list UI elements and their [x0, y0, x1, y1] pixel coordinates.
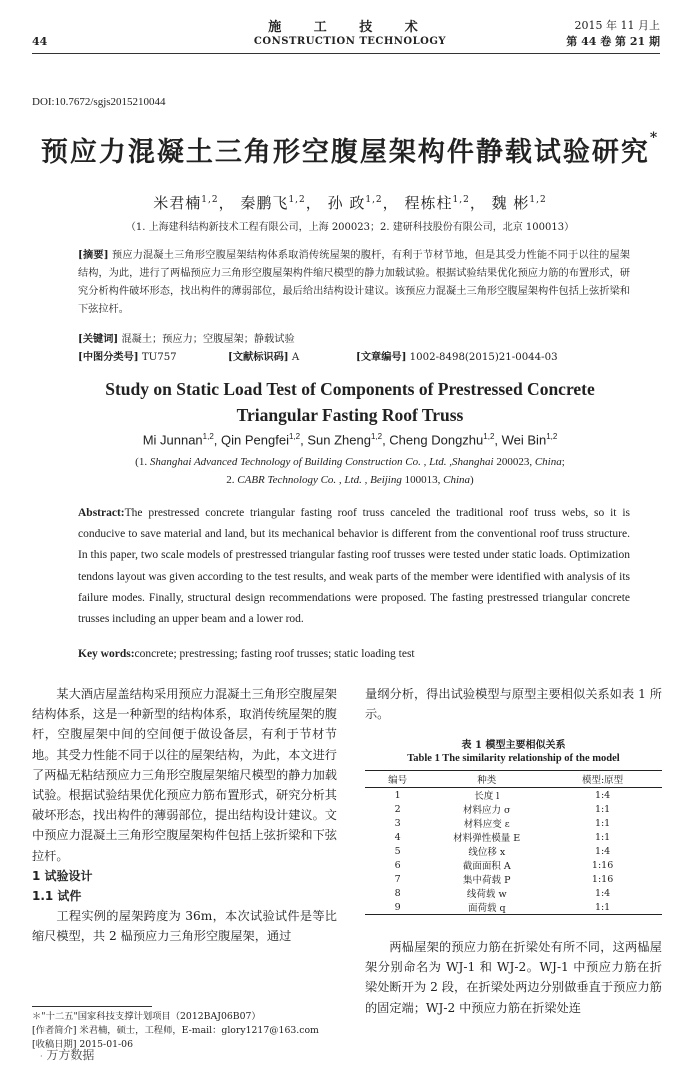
- page-number: 44: [32, 35, 48, 48]
- clc-value: TU757: [141, 352, 177, 363]
- table-cell: 1:16: [591, 873, 614, 885]
- author-affil-mark: 1,2: [288, 432, 301, 441]
- author-cn: 米君楠: [153, 194, 202, 212]
- footer-dot: ·: [40, 1052, 43, 1061]
- table-cell: 7: [394, 873, 401, 885]
- table-row: [365, 886, 662, 900]
- abstract-en-label: Abstract:: [78, 507, 125, 519]
- table-caption-en: Table 1 The similarity relationship of the model: [407, 753, 620, 764]
- abstract-cn-text: 预应力混凝土三角形空腹屋架结构体系取消传统屋架的腹杆，有利于节材节地，但是其受力性能不同于以往的屋架结构，为此，进行了两榀预应力三角形空腹屋架构件缩尺模型的静力加载试验。根据试验结果优化预应力筋的布置形式，研究分析构件破坏形态，找出构件的薄弱部位，最后给出结构设计建议。该预应力混凝土三角形空腹屋架构件包括上弦折梁和下弦拉杆。: [78, 250, 630, 315]
- author-sep: ,: [382, 432, 390, 448]
- table-cell: 1:1: [594, 817, 611, 829]
- author-cn: 孙 政: [327, 194, 366, 212]
- table-cell: 集中荷载 P: [463, 875, 511, 886]
- abstract-en-text: The prestressed concrete triangular fasting roof truss canceled the traditional roof truss webs, so it is conducive to save material and land, but its mechanical behavior is different from the conventional roof truss structure. In this paper, two scale models of prestressed triangular fasting roof trusses were tested under static loads. Optimization tendons layout was given according to the test results, and weak parts of the member were identified with analysis of its failure modes. Finally, structural design recommendations were proposed. The fasting prestressed triangular concrete trusses including an upper beam and a lower rod.: [78, 507, 630, 626]
- table-row: [365, 872, 662, 886]
- body-right-top: [365, 684, 662, 724]
- footnote-rule: [32, 1006, 152, 1007]
- similarity-table: [365, 770, 662, 915]
- author-sep: ,: [213, 432, 222, 448]
- affil-text: China: [534, 456, 562, 468]
- title-en-line: Triangular Fasting Roof Truss: [236, 405, 464, 425]
- abstract-cn: [78, 246, 630, 319]
- body-paragraph: 某大酒店屋盖结构采用预应力混凝土三角形空腹屋架结构体系，这是一种新型的结构体系，取消传统屋架的腹杆，空腹屋架中间的空间便于做设备层，有利于节材节地。其受力性能不同于以往的屋架结构，为此，本文进行了两榀无粘结预应力三角形空腹屋架缩尺模型的静力加载试验。根据试验结果优化预应力筋布置形式，研究分析其破坏形态，找出构件的薄弱部位，提出结构设计建议。文中预应力混凝土三角形空腹屋架构件包括上弦折梁和下弦拉杆。: [32, 687, 337, 863]
- affil-text: 100013,: [401, 474, 444, 486]
- doi: DOI:10.7672/sgjs2015210044: [32, 96, 166, 108]
- author-en: Qin Pengfei: [221, 432, 289, 448]
- author-affil-mark: 1,2: [365, 195, 383, 205]
- table-cell: 4: [394, 831, 401, 843]
- footnote-received: [收稿日期] 2015-01-06: [32, 1039, 133, 1050]
- table-caption-cn: 表 1 模型主要相似关系: [461, 740, 566, 751]
- doc-value: A: [291, 352, 300, 363]
- table-cell: 1:4: [594, 789, 611, 801]
- table-cell: 线位移 x: [468, 847, 506, 858]
- article-label: [文章编号]: [356, 351, 407, 363]
- table-cell: 1:16: [591, 859, 614, 871]
- title-cn: [0, 130, 700, 169]
- affil-text: ): [470, 474, 474, 486]
- table-cell: 1:1: [594, 803, 611, 815]
- authors-en: [0, 432, 700, 447]
- body-paragraph: 工程实例的屋架跨度为 36m，本次试验试件是等比缩尺模型，共 2 榀预应力三角形空腹屋架，通过: [32, 909, 337, 944]
- affil-text: China: [443, 474, 471, 486]
- author-sep: ，: [305, 194, 322, 212]
- table-cell: 1: [394, 789, 401, 801]
- table-row: [365, 830, 662, 844]
- table-cell: 5: [394, 845, 401, 857]
- issue-volume: 第 44 卷 第 21 期: [566, 35, 660, 48]
- author-sep: ，: [218, 194, 235, 212]
- journal-name-en: CONSTRUCTION TECHNOLOGY: [253, 36, 447, 47]
- author-affil-mark: 1,2: [202, 432, 214, 441]
- affiliation-en-1: [0, 456, 700, 468]
- doc-code: [228, 348, 299, 363]
- author-sep: ，: [469, 194, 486, 212]
- affil-text: CABR Technology Co. , Ltd. , Beijing: [237, 474, 402, 486]
- table-cell: 2: [394, 803, 401, 815]
- table-row: [365, 816, 662, 830]
- issue-info: [566, 18, 660, 50]
- affil-text: Shanghai Advanced Technology of Building Construction Co. , Ltd. ,Shanghai: [149, 456, 494, 468]
- table-row: [365, 844, 662, 858]
- table-header-cell: 编号: [365, 771, 430, 788]
- author-en: Mi Junnan: [142, 432, 203, 448]
- table-cell: 8: [394, 887, 401, 899]
- table-cell: 线荷载 w: [466, 889, 507, 900]
- authors-cn: [0, 192, 700, 213]
- author-affil-mark: 1,2: [370, 432, 383, 441]
- affiliation-en-2: [0, 474, 700, 486]
- table-row: [365, 900, 662, 915]
- author-affil-mark: 1,2: [288, 195, 306, 205]
- affiliation-cn: （1. 上海建科结构新技术工程有限公司，上海 200023；2. 建研科技股份有限公司，北京 100013）: [125, 222, 575, 233]
- affil-text: 200023,: [493, 456, 535, 468]
- footnote-author: [作者简介] 米君楠，硕士，工程师，E-mail：glory1217@163.com: [32, 1025, 319, 1036]
- table-row: [365, 788, 662, 803]
- article-code: [356, 348, 558, 363]
- abstract-en: [78, 503, 630, 630]
- table-cell: 1:4: [594, 845, 611, 857]
- title-en: [0, 376, 700, 428]
- author-affil-mark: 1,2: [483, 432, 495, 441]
- author-cn: 魏 彬: [491, 194, 530, 212]
- author-affil-mark: 1,2: [546, 432, 558, 441]
- table-cell: 1:1: [594, 831, 611, 843]
- table-header-cell: 种类: [430, 771, 543, 788]
- table-header-cell: 模型:原型: [543, 771, 662, 788]
- author-affil-mark: 1,2: [452, 195, 470, 205]
- author-affil-mark: 1,2: [201, 195, 219, 205]
- affil-text: ;: [561, 456, 565, 468]
- table-cell: 材料弹性模量 E: [453, 833, 521, 844]
- keywords-en: [78, 648, 638, 660]
- author-affil-mark: 1,2: [529, 195, 547, 205]
- table-cell: 9: [365, 900, 430, 915]
- table-cell: 3: [394, 817, 401, 829]
- table-cell: 1:1: [543, 900, 662, 915]
- keywords-cn-text: 混凝土；预应力；空腹屋架；静载试验: [121, 334, 295, 345]
- title-footnote-mark: *: [649, 130, 660, 146]
- header-rule: [32, 53, 660, 54]
- body-left-column: [32, 684, 337, 947]
- table-cell: 6: [394, 859, 401, 871]
- author-en: Wei Bin: [501, 432, 547, 448]
- footnote-funding: ＊"十二五"国家科技支撑计划项目（2012BAJ06B07）: [32, 1011, 261, 1022]
- body-paragraph: 量纲分析，得出试验模型与原型主要相似关系如表 1 所示。: [365, 687, 662, 722]
- body-paragraph: 两榀屋架的预应力筋在折梁处有所不同，这两榀屋架分别命名为 WJ-1 和 WJ-2。WJ-1 中预应力筋在折梁处断开为 2 段，在折梁处两边分别做垂直于预应力筋的固定端；WJ-2 中预应力筋在折梁处连: [365, 940, 662, 1015]
- article-value: 1002-8498(2015)21-0044-03: [409, 352, 558, 363]
- body-right-bottom: [365, 937, 662, 1018]
- table-cell: 截面面积 A: [462, 861, 511, 872]
- issue-date: 2015 年 11 月上: [574, 19, 660, 32]
- author-en: Sun Zheng: [307, 432, 371, 448]
- affil-text: (1.: [135, 456, 150, 468]
- table-header-row: [365, 771, 662, 788]
- author-sep: ，: [382, 194, 399, 212]
- affil-text: 2.: [226, 474, 238, 486]
- title-en-line: Study on Static Load Test of Components of Prestressed Concrete: [105, 379, 595, 399]
- title-cn-text: 预应力混凝土三角形空腹屋架构件静载试验研究: [40, 137, 650, 168]
- keywords-cn-label: [关键词]: [78, 333, 119, 345]
- table-cell: 长度 l: [474, 791, 500, 802]
- table-cell: 材料应力 σ: [463, 805, 511, 816]
- keywords-en-text: concrete; prestressing; fasting roof trusses; static loading test: [134, 648, 415, 660]
- table-row: [365, 802, 662, 816]
- section-heading: 1 试验设计: [32, 868, 93, 883]
- clc-code: [78, 348, 177, 363]
- footer-brand: 万方数据: [46, 1048, 95, 1062]
- watermark-footer: [40, 1046, 94, 1063]
- author-sep: ,: [494, 432, 502, 448]
- subsection-heading: 1.1 试件: [32, 889, 82, 904]
- classification-row: [78, 348, 638, 364]
- table-cell: 材料应变 ε: [463, 819, 510, 830]
- author-cn: 秦鹏飞: [240, 194, 289, 212]
- table-row: [365, 858, 662, 872]
- keywords-en-label: Key words:: [78, 648, 135, 660]
- author-sep: ,: [300, 432, 308, 448]
- keywords-cn: [78, 330, 638, 345]
- abstract-cn-label: [摘要]: [78, 249, 109, 261]
- table-cell: 1:4: [594, 887, 611, 899]
- author-cn: 程栋柱: [404, 194, 453, 212]
- clc-label: [中图分类号]: [78, 351, 139, 363]
- author-en: Cheng Dongzhu: [389, 432, 484, 448]
- table-cell: 面荷载 q: [430, 900, 543, 915]
- doc-label: [文献标识码]: [228, 351, 289, 363]
- journal-name-cn: 施 工 技 术: [268, 20, 432, 35]
